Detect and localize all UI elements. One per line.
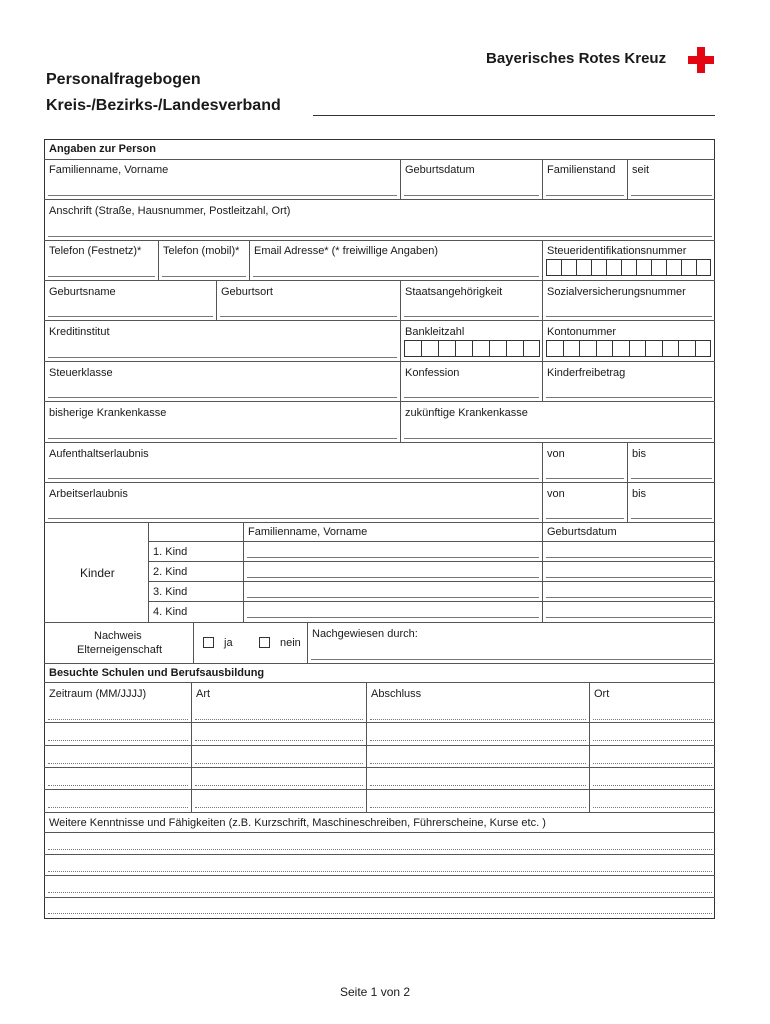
label-bankleitzahl: Bankleitzahl [405,326,465,338]
label-telefon-festnetz: Telefon (Festnetz)* [49,245,142,257]
label-kinder-geburtsdatum: Geburtsdatum [547,526,617,538]
form-subtitle: Kreis-/Bezirks-/Landesverband [46,97,281,114]
input-geburtsname[interactable] [48,316,213,317]
label-familienstand: Familienstand [547,164,616,176]
label-seit: seit [632,164,650,176]
input-kind-3-name[interactable] [247,597,539,598]
verband-input-line[interactable] [313,115,715,116]
input-nachgewiesen-durch[interactable] [311,659,712,660]
input-kind-3-datum[interactable] [546,597,712,598]
label-aufenthaltserlaubnis: Aufenthaltserlaubnis [49,448,149,460]
input-telefon-festnetz[interactable] [48,276,155,277]
label-kind-3: 3. Kind [153,586,188,598]
input-arbeit-bis[interactable] [631,518,712,519]
label-familienname: Familienname, Vorname [49,164,169,176]
input-aufenthalt-von[interactable] [546,478,624,479]
label-nachgewiesen-durch: Nachgewiesen durch: [312,628,418,640]
input-kinderfreibetrag[interactable] [546,397,712,398]
label-arbeitserlaubnis: Arbeitserlaubnis [49,488,128,500]
kenntnisse-line-2[interactable] [48,871,712,873]
input-kind-1-name[interactable] [247,557,539,558]
kenntnisse-line-3[interactable] [48,892,712,894]
label-geburtsort: Geburtsort [221,286,273,298]
input-steuerklasse[interactable] [48,397,397,398]
input-kind-2-datum[interactable] [546,577,712,578]
label-kinder: Kinder [80,566,115,580]
form-title: Personalfragebogen [46,71,201,88]
label-krankenkasse-kuenftig: zukünftige Krankenkasse [405,407,528,419]
label-kind-2: 2. Kind [153,566,188,578]
label-kinderfreibetrag: Kinderfreibetrag [547,367,626,379]
label-sv-nummer: Sozialversicherungsnummer [547,286,686,298]
input-kind-1-datum[interactable] [546,557,712,558]
label-nachweis: Nachweis [94,630,142,642]
input-kind-2-name[interactable] [247,577,539,578]
input-familienstand[interactable] [546,195,624,196]
input-telefon-mobil[interactable] [162,276,246,277]
input-anschrift[interactable] [48,236,712,237]
input-arbeit-von[interactable] [546,518,624,519]
label-arbeit-von: von [547,488,565,500]
label-kontonummer: Kontonummer [547,326,617,338]
input-sv-nummer[interactable] [546,316,712,317]
label-ja: ja [224,637,233,649]
input-krankenkasse-kuenftig[interactable] [404,438,712,439]
input-kind-4-datum[interactable] [546,617,712,618]
input-geburtsort[interactable] [220,316,397,317]
input-arbeitserlaubnis[interactable] [48,518,539,519]
label-arbeit-bis: bis [632,488,647,500]
checkbox-ja[interactable] [203,637,214,648]
input-staatsangehoerigkeit[interactable] [404,316,539,317]
label-aufenthalt-bis: bis [632,448,647,460]
label-geburtsdatum: Geburtsdatum [405,164,475,176]
label-konfession: Konfession [405,367,460,379]
label-kinder-familienname: Familienname, Vorname [248,526,368,538]
label-kreditinstitut: Kreditinstitut [49,326,110,338]
checkbox-nein[interactable] [259,637,270,648]
input-aufenthaltserlaubnis[interactable] [48,478,539,479]
label-kind-1: 1. Kind [153,546,188,558]
school-row-3[interactable] [48,763,188,765]
label-steuerklasse: Steuerklasse [49,367,113,379]
label-abschluss: Abschluss [371,688,422,700]
page-number: Seite 1 von 2 [340,985,411,999]
label-email: Email Adresse* (* freiwillige Angaben) [254,245,439,257]
brand-name: Bayerisches Rotes Kreuz [486,50,667,67]
input-konfession[interactable] [404,397,539,398]
label-kenntnisse: Weitere Kenntnisse und Fähigkeiten (z.B. Kurzschrift, Maschineschreiben, Führerscheine, Kurse etc. ) [49,817,546,829]
label-anschrift: Anschrift (Straße, Hausnummer, Postleitzahl, Ort) [49,205,291,217]
input-email[interactable] [253,276,539,277]
school-row-4[interactable] [48,785,188,787]
input-familienname[interactable] [48,195,397,196]
section-title-person: Angaben zur Person [49,143,156,155]
school-row-1[interactable] [48,719,188,721]
input-kreditinstitut[interactable] [48,357,397,358]
input-steuer-id-boxes[interactable] [546,259,711,276]
input-geburtsdatum[interactable] [404,195,539,196]
label-geburtsname: Geburtsname [49,286,116,298]
input-kind-4-name[interactable] [247,617,539,618]
label-art: Art [196,688,211,700]
label-telefon-mobil: Telefon (mobil)* [163,245,240,257]
input-krankenkasse-bisher[interactable] [48,438,397,439]
input-seit[interactable] [631,195,712,196]
school-row-5[interactable] [48,807,188,809]
school-row-2[interactable] [48,740,188,742]
label-zeitraum: Zeitraum (MM/JJJJ) [49,688,147,700]
kenntnisse-line-1[interactable] [48,849,712,851]
label-nein: nein [280,637,301,649]
input-aufenthalt-bis[interactable] [631,478,712,479]
label-steuer-id: Steueridentifikationsnummer [547,245,687,257]
input-kontonummer-boxes[interactable] [546,340,711,357]
label-krankenkasse-bisher: bisherige Krankenkasse [49,407,167,419]
red-cross-icon [688,47,714,73]
label-kind-4: 4. Kind [153,606,188,618]
section-title-schulen: Besuchte Schulen und Berufsausbildung [49,667,265,679]
label-ort: Ort [594,688,610,700]
label-aufenthalt-von: von [547,448,565,460]
label-elterneigenschaft: Elterneigenschaft [77,644,162,656]
input-bankleitzahl-boxes[interactable] [404,340,540,357]
kenntnisse-line-4[interactable] [48,913,712,915]
label-staatsangehoerigkeit: Staatsangehörigkeit [405,286,503,298]
